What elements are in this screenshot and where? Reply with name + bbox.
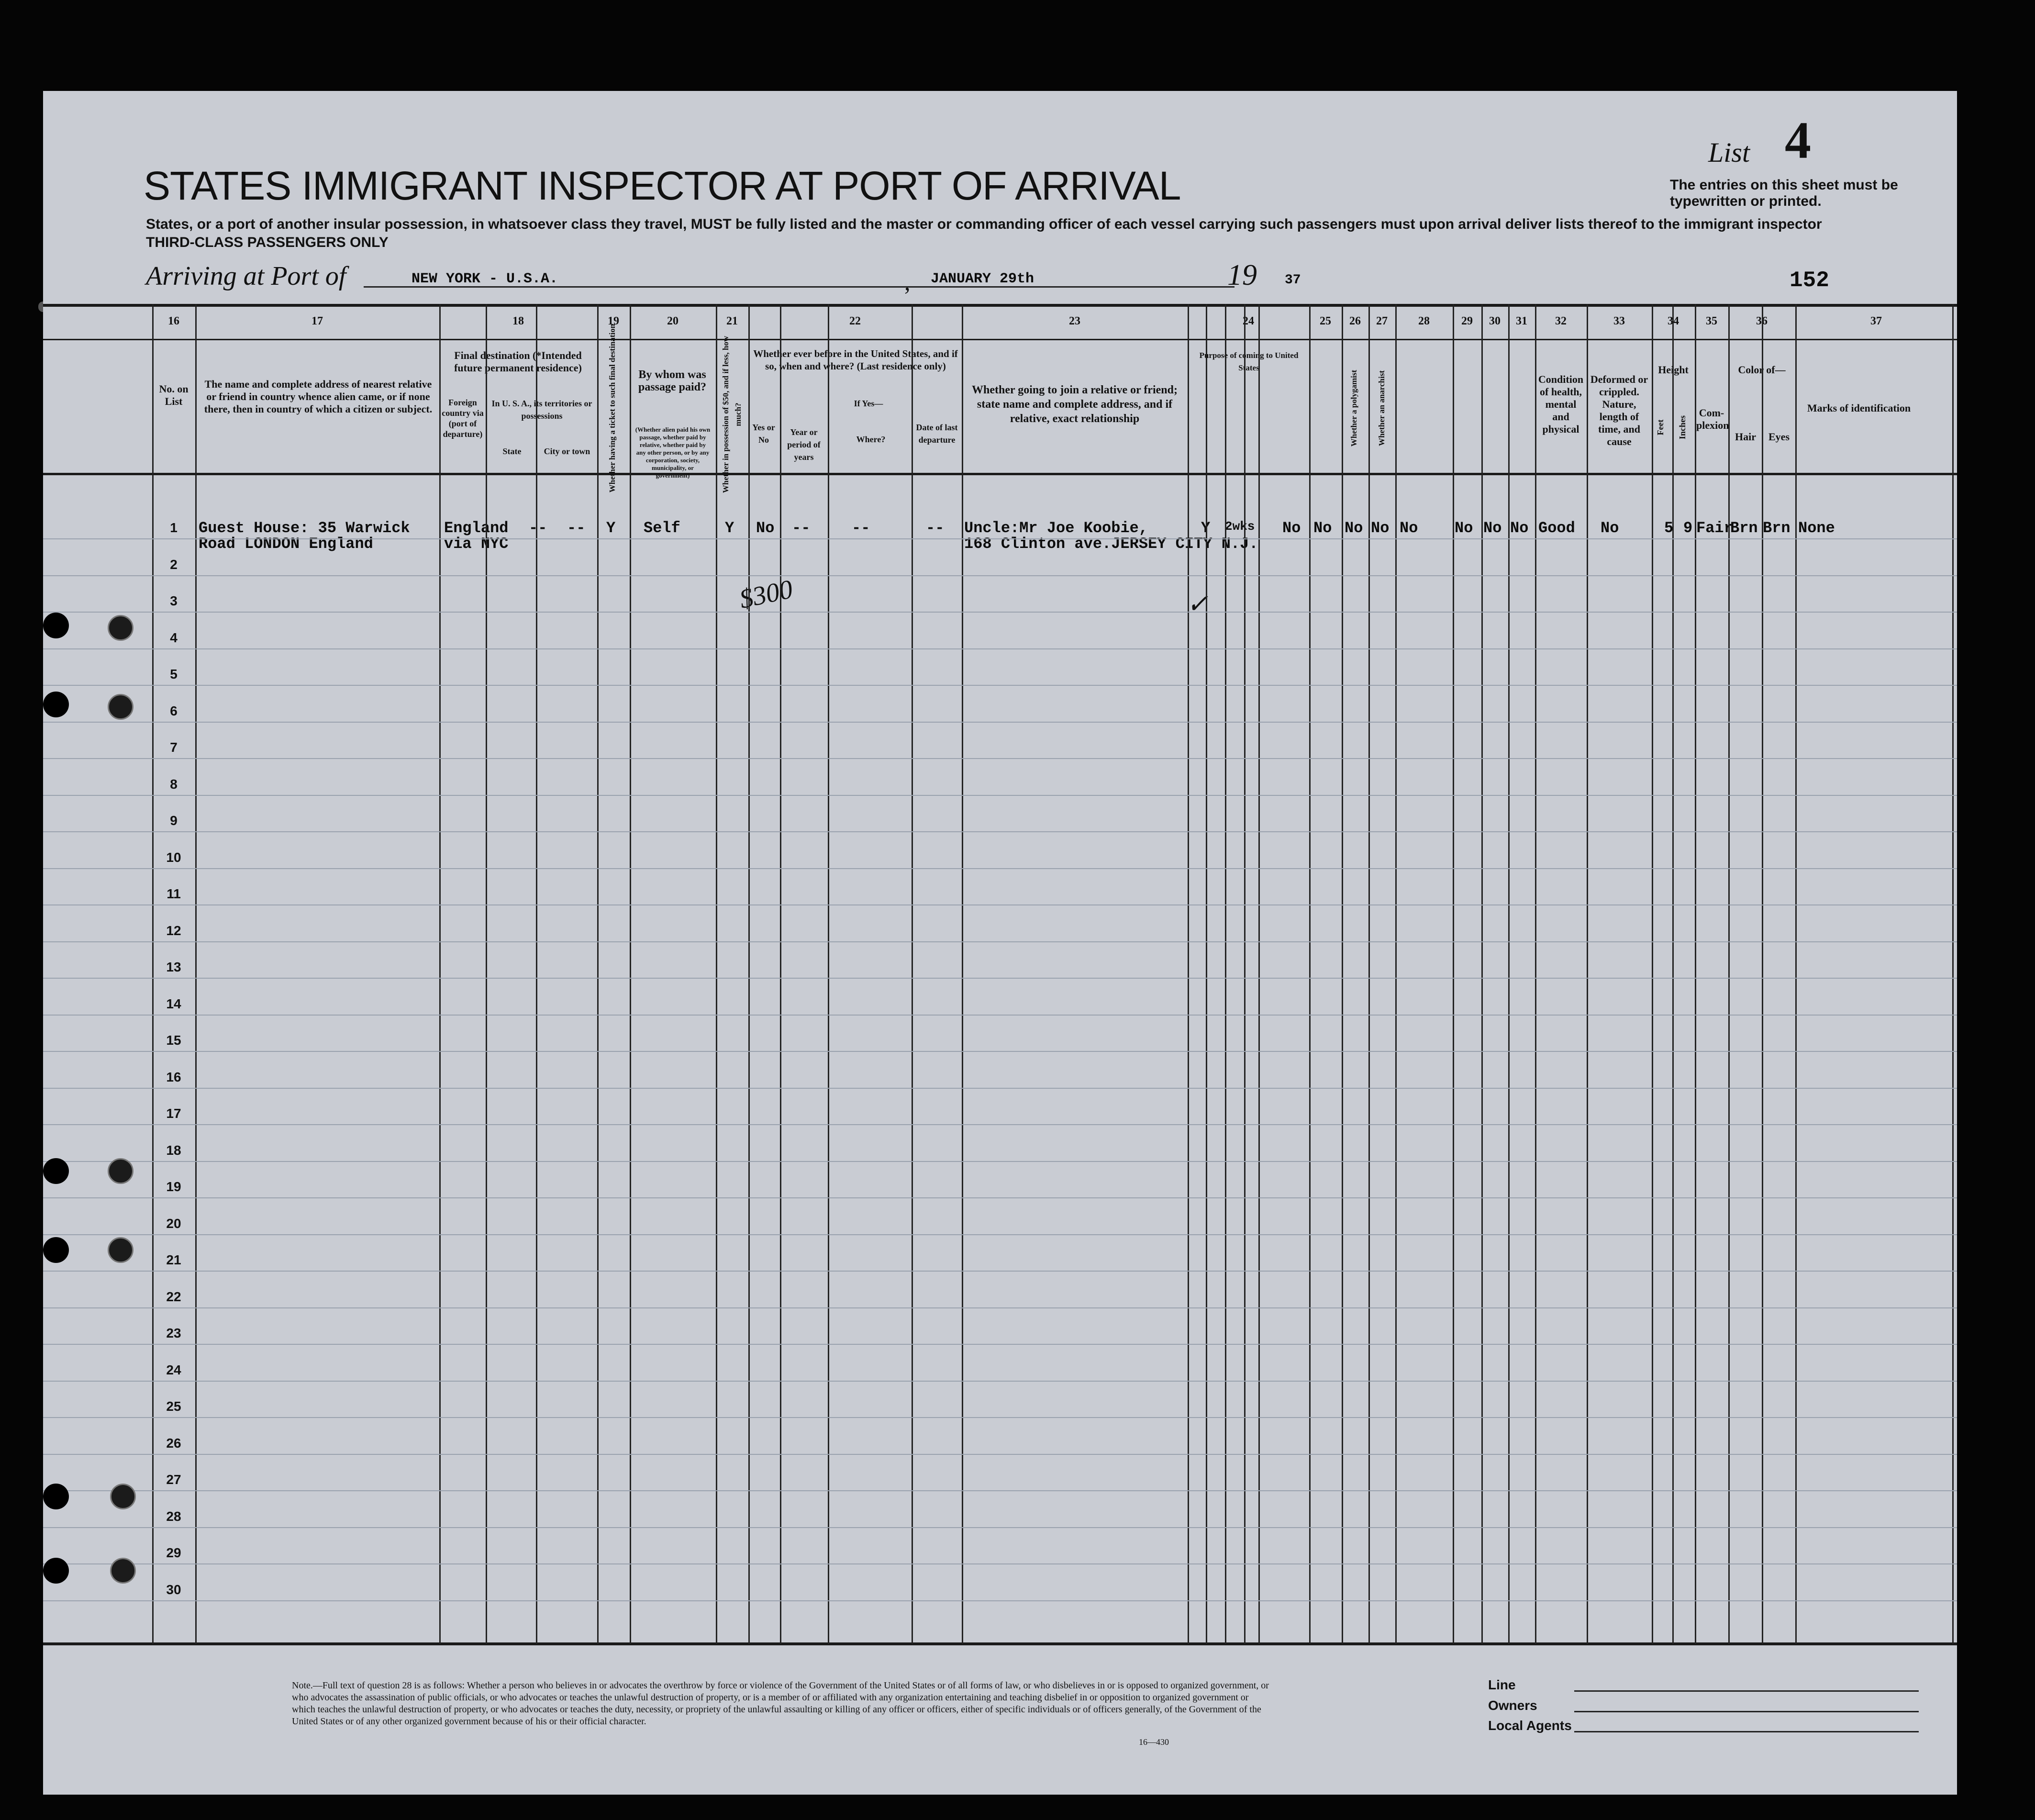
col25-value: No	[1313, 519, 1332, 537]
header-state: State	[502, 447, 522, 456]
header-if-yes: If Yes—	[854, 399, 883, 408]
header-eyes: Eyes	[1768, 431, 1790, 443]
row-number: 1	[170, 520, 178, 535]
header-where: Where?	[856, 435, 886, 444]
row-number: 15	[166, 1033, 181, 1048]
column-rule	[1728, 304, 1730, 1644]
row-rule	[43, 941, 1957, 942]
row-number: 6	[170, 703, 178, 718]
before-us-where: --	[852, 519, 870, 537]
row-number: 2	[170, 557, 178, 572]
column-number: 22	[849, 315, 861, 327]
column-rule	[1188, 304, 1189, 1644]
column-number: 32	[1555, 315, 1567, 327]
header-feet: Feet	[1656, 419, 1665, 435]
relative-address-line1: Guest House: 35 Warwick	[199, 519, 410, 537]
row-rule	[43, 1454, 1957, 1455]
relative-address-line2: Road LONDON England	[199, 535, 373, 553]
row-number: 22	[166, 1289, 181, 1304]
column-rule	[1672, 304, 1674, 1644]
column-rule	[486, 304, 487, 1644]
arrival-date: JANUARY 29th	[931, 271, 1034, 287]
page-title: STATES IMMIGRANT INSPECTOR AT PORT OF ARRIVAL	[144, 163, 1181, 208]
row-rule	[43, 1527, 1957, 1528]
row-rule	[43, 1015, 1957, 1016]
list-number: 4	[1785, 111, 1811, 169]
column-number: 24	[1243, 315, 1254, 327]
binder-grommet	[110, 1484, 136, 1509]
arriving-label: Arriving at Port of	[146, 261, 346, 291]
table-top-rule	[43, 304, 1957, 307]
check-mark-icon: ✓	[1187, 590, 1209, 618]
binder-grommet	[108, 1237, 133, 1263]
owners-signature-line	[1574, 1711, 1919, 1712]
row-rule	[43, 831, 1957, 832]
binder-grommet	[108, 694, 133, 720]
column-rule	[1206, 304, 1207, 1644]
column-number: 20	[667, 315, 678, 327]
row-rule	[43, 1344, 1957, 1345]
column-rule	[1368, 304, 1370, 1644]
column-rule	[1952, 304, 1954, 1644]
column-rule	[748, 304, 750, 1644]
column-rule	[1481, 304, 1483, 1644]
header-purpose: Purpose of coming to United States	[1199, 351, 1299, 372]
row-rule	[43, 1051, 1957, 1052]
column-rule	[962, 304, 963, 1644]
money-handwritten-note: $300	[736, 574, 796, 614]
row-number: 29	[166, 1545, 181, 1560]
row-rule	[43, 1234, 1957, 1235]
foreign-country-line1: England	[444, 519, 509, 537]
row-number: 8	[170, 776, 178, 792]
row-number: 18	[166, 1142, 181, 1158]
row-number: 10	[166, 849, 181, 865]
typewritten-note: The entries on this sheet must be typewritten or printed.	[1670, 177, 1898, 209]
row-number: 19	[166, 1179, 181, 1194]
column-rule	[1508, 304, 1510, 1644]
column-number: 17	[311, 315, 323, 327]
before-us-year: --	[792, 519, 811, 537]
complexion-value: Fair	[1696, 519, 1733, 537]
header-in-usa: In U. S. A., its territories or possessions	[491, 399, 592, 421]
header-year-period: Year or period of years	[787, 427, 821, 462]
row-number: 4	[170, 630, 178, 645]
row-number: 27	[166, 1472, 181, 1487]
row-number: 30	[166, 1582, 181, 1597]
row-number: 7	[170, 740, 178, 755]
column-number: 27	[1376, 315, 1388, 327]
paid-by-value: Self	[644, 519, 680, 537]
column-rule	[912, 304, 913, 1644]
header-color-of: Color of—	[1738, 364, 1786, 376]
foreign-country-line2: via NYC	[444, 535, 509, 553]
subtitle-instructions: States, or a port of another insular possession, in whatsoever class they travel, MUST be fully listed and the master or commanding officer of each vessel carrying such passengers must upon arrival deliver lists thereof to the immigrant inspector	[146, 216, 1822, 232]
before-us-departure: --	[926, 519, 945, 537]
list-label: List	[1708, 137, 1750, 168]
col31-value: No	[1510, 519, 1529, 537]
row-rule	[43, 1197, 1957, 1198]
column-number: 33	[1613, 315, 1625, 327]
marks-value: None	[1798, 519, 1835, 537]
row-rule	[43, 1088, 1957, 1089]
row-rule	[43, 575, 1957, 576]
height-feet-value: 5	[1664, 519, 1674, 537]
row-number: 17	[166, 1106, 181, 1121]
binder-hole	[43, 1484, 69, 1509]
header-anarchist: Whether an anarchist	[1377, 370, 1386, 447]
header-bottom-rule	[43, 473, 1957, 475]
header-height: Height	[1658, 364, 1689, 376]
col29-value: No	[1455, 519, 1473, 537]
ticket-value: Y	[606, 519, 616, 537]
header-before-in-us: Whether ever before in the United States, and if so, when and where? (Last residence only)	[753, 348, 958, 372]
row-number: 26	[166, 1435, 181, 1451]
join-relative-line1: Uncle:Mr Joe Koobie,	[964, 519, 1148, 537]
row-rule	[43, 648, 1957, 649]
column-rule	[716, 304, 717, 1644]
row-rule	[43, 1417, 1957, 1418]
manifest-sheet	[43, 91, 1957, 1795]
column-number: 36	[1756, 315, 1768, 327]
anarchist-value: No	[1371, 519, 1390, 537]
binder-hole	[43, 613, 69, 638]
column-rule	[1244, 304, 1245, 1644]
column-number: 29	[1461, 315, 1473, 327]
column-rule	[1453, 304, 1454, 1644]
binder-grommet	[110, 1558, 136, 1584]
row-rule	[43, 1600, 1957, 1601]
row-rule	[43, 1271, 1957, 1272]
header-no-on-list: No. on List	[159, 383, 189, 407]
header-date-departure: Date of last departure	[916, 423, 958, 445]
header-deformed: Deformed or crippled. Nature, length of time, and cause	[1590, 373, 1648, 447]
purpose-value-b: 2wks	[1225, 519, 1255, 534]
row-rule	[43, 978, 1957, 979]
height-inches-value: 9	[1683, 519, 1693, 537]
column-number: 35	[1706, 315, 1717, 327]
destination-state: --	[529, 519, 547, 537]
header-ticket: Whether having a ticket to such final destination	[608, 324, 617, 493]
subtitle-class: THIRD-CLASS PASSENGERS ONLY	[146, 234, 389, 250]
column-rule	[195, 304, 197, 1644]
year-suffix: 37	[1285, 273, 1301, 288]
header-inches: Inches	[1678, 415, 1687, 440]
row-number: 23	[166, 1326, 181, 1340]
polygamist-value: No	[1345, 519, 1363, 537]
row-number: 14	[166, 996, 181, 1011]
row-rule	[43, 722, 1957, 723]
eyes-value: Brn	[1763, 519, 1790, 537]
deformed-value: No	[1601, 519, 1619, 537]
join-relative-line2: 168 Clinton ave.JERSEY CITY N.J.	[964, 535, 1258, 553]
row-number: 16	[166, 1069, 181, 1084]
row-rule	[43, 868, 1957, 869]
health-value: Good	[1538, 519, 1575, 537]
row-rule	[43, 612, 1957, 613]
line-signature-line	[1574, 1690, 1919, 1692]
column-rule	[780, 304, 781, 1644]
row-number: 25	[166, 1399, 181, 1414]
column-rule	[1535, 304, 1536, 1644]
agents-signature-line	[1574, 1731, 1919, 1732]
row-number: 28	[166, 1508, 181, 1524]
column-number: 19	[608, 315, 619, 327]
hair-value: Brn	[1730, 519, 1758, 537]
form-code: 16—430	[1139, 1737, 1169, 1747]
column-rule	[1395, 304, 1397, 1644]
row-rule	[43, 758, 1957, 759]
column-rule	[1587, 304, 1588, 1644]
column-number: 37	[1870, 315, 1882, 327]
row-number: 5	[170, 667, 178, 681]
header-foreign-country: Foreign country via (port of departure)	[442, 398, 484, 439]
year-prefix: 19	[1227, 259, 1257, 291]
header-polygamist: Whether a polygamist	[1349, 369, 1358, 447]
row-number: 21	[166, 1252, 181, 1267]
owners-label: Owners	[1488, 1698, 1537, 1713]
header-hair: Hair	[1735, 431, 1756, 443]
row-rule	[43, 1490, 1957, 1491]
column-rule	[1795, 304, 1797, 1644]
row-rule	[43, 538, 1957, 539]
column-rule	[1652, 304, 1653, 1644]
column-number: 31	[1516, 315, 1527, 327]
row-rule	[43, 904, 1957, 905]
column-number: 34	[1668, 315, 1679, 327]
row-number: 3	[170, 593, 178, 608]
header-marks: Marks of identification	[1807, 402, 1911, 414]
col30-value: No	[1483, 519, 1502, 537]
row-number: 12	[166, 923, 181, 938]
row-number: 20	[166, 1216, 181, 1231]
binder-hole	[43, 692, 69, 717]
header-final-destination: Final destination (*Intended future permanent residence)	[454, 349, 582, 374]
header-passage-paid: By whom was passage paid?	[638, 368, 707, 393]
destination-city: --	[567, 519, 586, 537]
port-value: NEW YORK - U.S.A.	[411, 271, 558, 287]
binder-hole	[43, 1237, 69, 1263]
page-number: 152	[1790, 268, 1829, 293]
column-rule	[1342, 304, 1343, 1644]
column-rule	[152, 304, 154, 1644]
row-number: 13	[166, 960, 181, 974]
row-rule	[43, 1161, 1957, 1162]
column-rule	[1309, 304, 1311, 1644]
row-rule	[43, 685, 1957, 686]
column-number-rule	[43, 339, 1957, 340]
date-underline	[880, 286, 1234, 288]
column-number: 26	[1349, 315, 1361, 327]
column-number: 23	[1069, 315, 1080, 327]
column-rule	[536, 304, 537, 1644]
line-label: Line	[1488, 1677, 1516, 1692]
col28-value: No	[1400, 519, 1418, 537]
column-number: 28	[1418, 315, 1430, 327]
binder-grommet	[108, 1158, 133, 1184]
header-complexion: Com-plexion	[1696, 407, 1729, 431]
local-agents-label: Local Agents	[1488, 1718, 1572, 1733]
column-rule	[1695, 304, 1696, 1644]
column-rule	[1762, 304, 1763, 1644]
header-paid-note: (Whether alien paid his own passage, whether paid by relative, whether paid by any other person, or by any corporation, society, municipality, or government)	[635, 426, 711, 479]
binder-grommet	[108, 615, 133, 641]
port-underline	[364, 286, 914, 288]
row-number: 9	[170, 813, 178, 828]
money-value: Y	[725, 519, 734, 537]
column-rule	[630, 304, 631, 1644]
column-number: 30	[1489, 315, 1501, 327]
row-number: 24	[166, 1362, 181, 1377]
column-number: 18	[512, 315, 524, 327]
header-yes-no: Yes or No	[752, 423, 775, 445]
column-number: 25	[1320, 315, 1331, 327]
footer-note: Note.—Full text of question 28 is as follows: Whether a person who believes in or advocates the overthrow by force or violence of the Government of the United States or of all forms of law, or who disbelieves in or is opposed to organized government, or who advocates the assassination of public officials, or who advocates or teaches the unlawful destruction of property, or is a member of or affiliated with any organization entertaining and teaching disbelief in or opposition to organized government or which teaches the unlawful destruction of property, or who advocates or teaches the duty, necessity, or propriety of the unlawful assaulting or killing of any officer or officers, either of specific individuals or of officers generally, of the Government of the United States or of any other organized government because of his or their official character.	[292, 1680, 1269, 1727]
column-rule	[597, 304, 599, 1644]
column-rule	[828, 304, 829, 1644]
row-rule	[43, 1381, 1957, 1382]
binder-hole	[43, 1558, 69, 1584]
header-city: City or town	[544, 447, 590, 456]
comma-separator: ,	[904, 268, 911, 295]
column-number: 16	[168, 315, 179, 327]
header-money: Whether in possession of $50, and if less, how much?	[721, 335, 743, 493]
column-rule	[1258, 304, 1260, 1644]
before-us-value: No	[756, 519, 775, 537]
column-rule	[439, 304, 441, 1644]
row-rule	[43, 1307, 1957, 1308]
header-join-relative: Whether going to join a relative or friend; state name and complete address, and if relative, exact relationship	[972, 384, 1178, 425]
row-rule	[43, 1124, 1957, 1125]
row-number: 11	[167, 886, 181, 901]
column-number: 21	[726, 315, 738, 327]
row-rule	[43, 1563, 1957, 1564]
purpose-value-c: No	[1282, 519, 1301, 537]
table-bottom-rule	[43, 1642, 1957, 1645]
row-rule	[43, 795, 1957, 796]
purpose-value-a: Y	[1201, 519, 1211, 537]
header-health: Condition of health, mental and physical	[1538, 373, 1584, 435]
header-nearest-relative: The name and complete address of nearest relative or friend in country whence alien came, or if none there, then in country of which a citizen or subject.	[204, 378, 433, 415]
binder-hole	[43, 1158, 69, 1184]
column-rule	[1225, 304, 1226, 1644]
